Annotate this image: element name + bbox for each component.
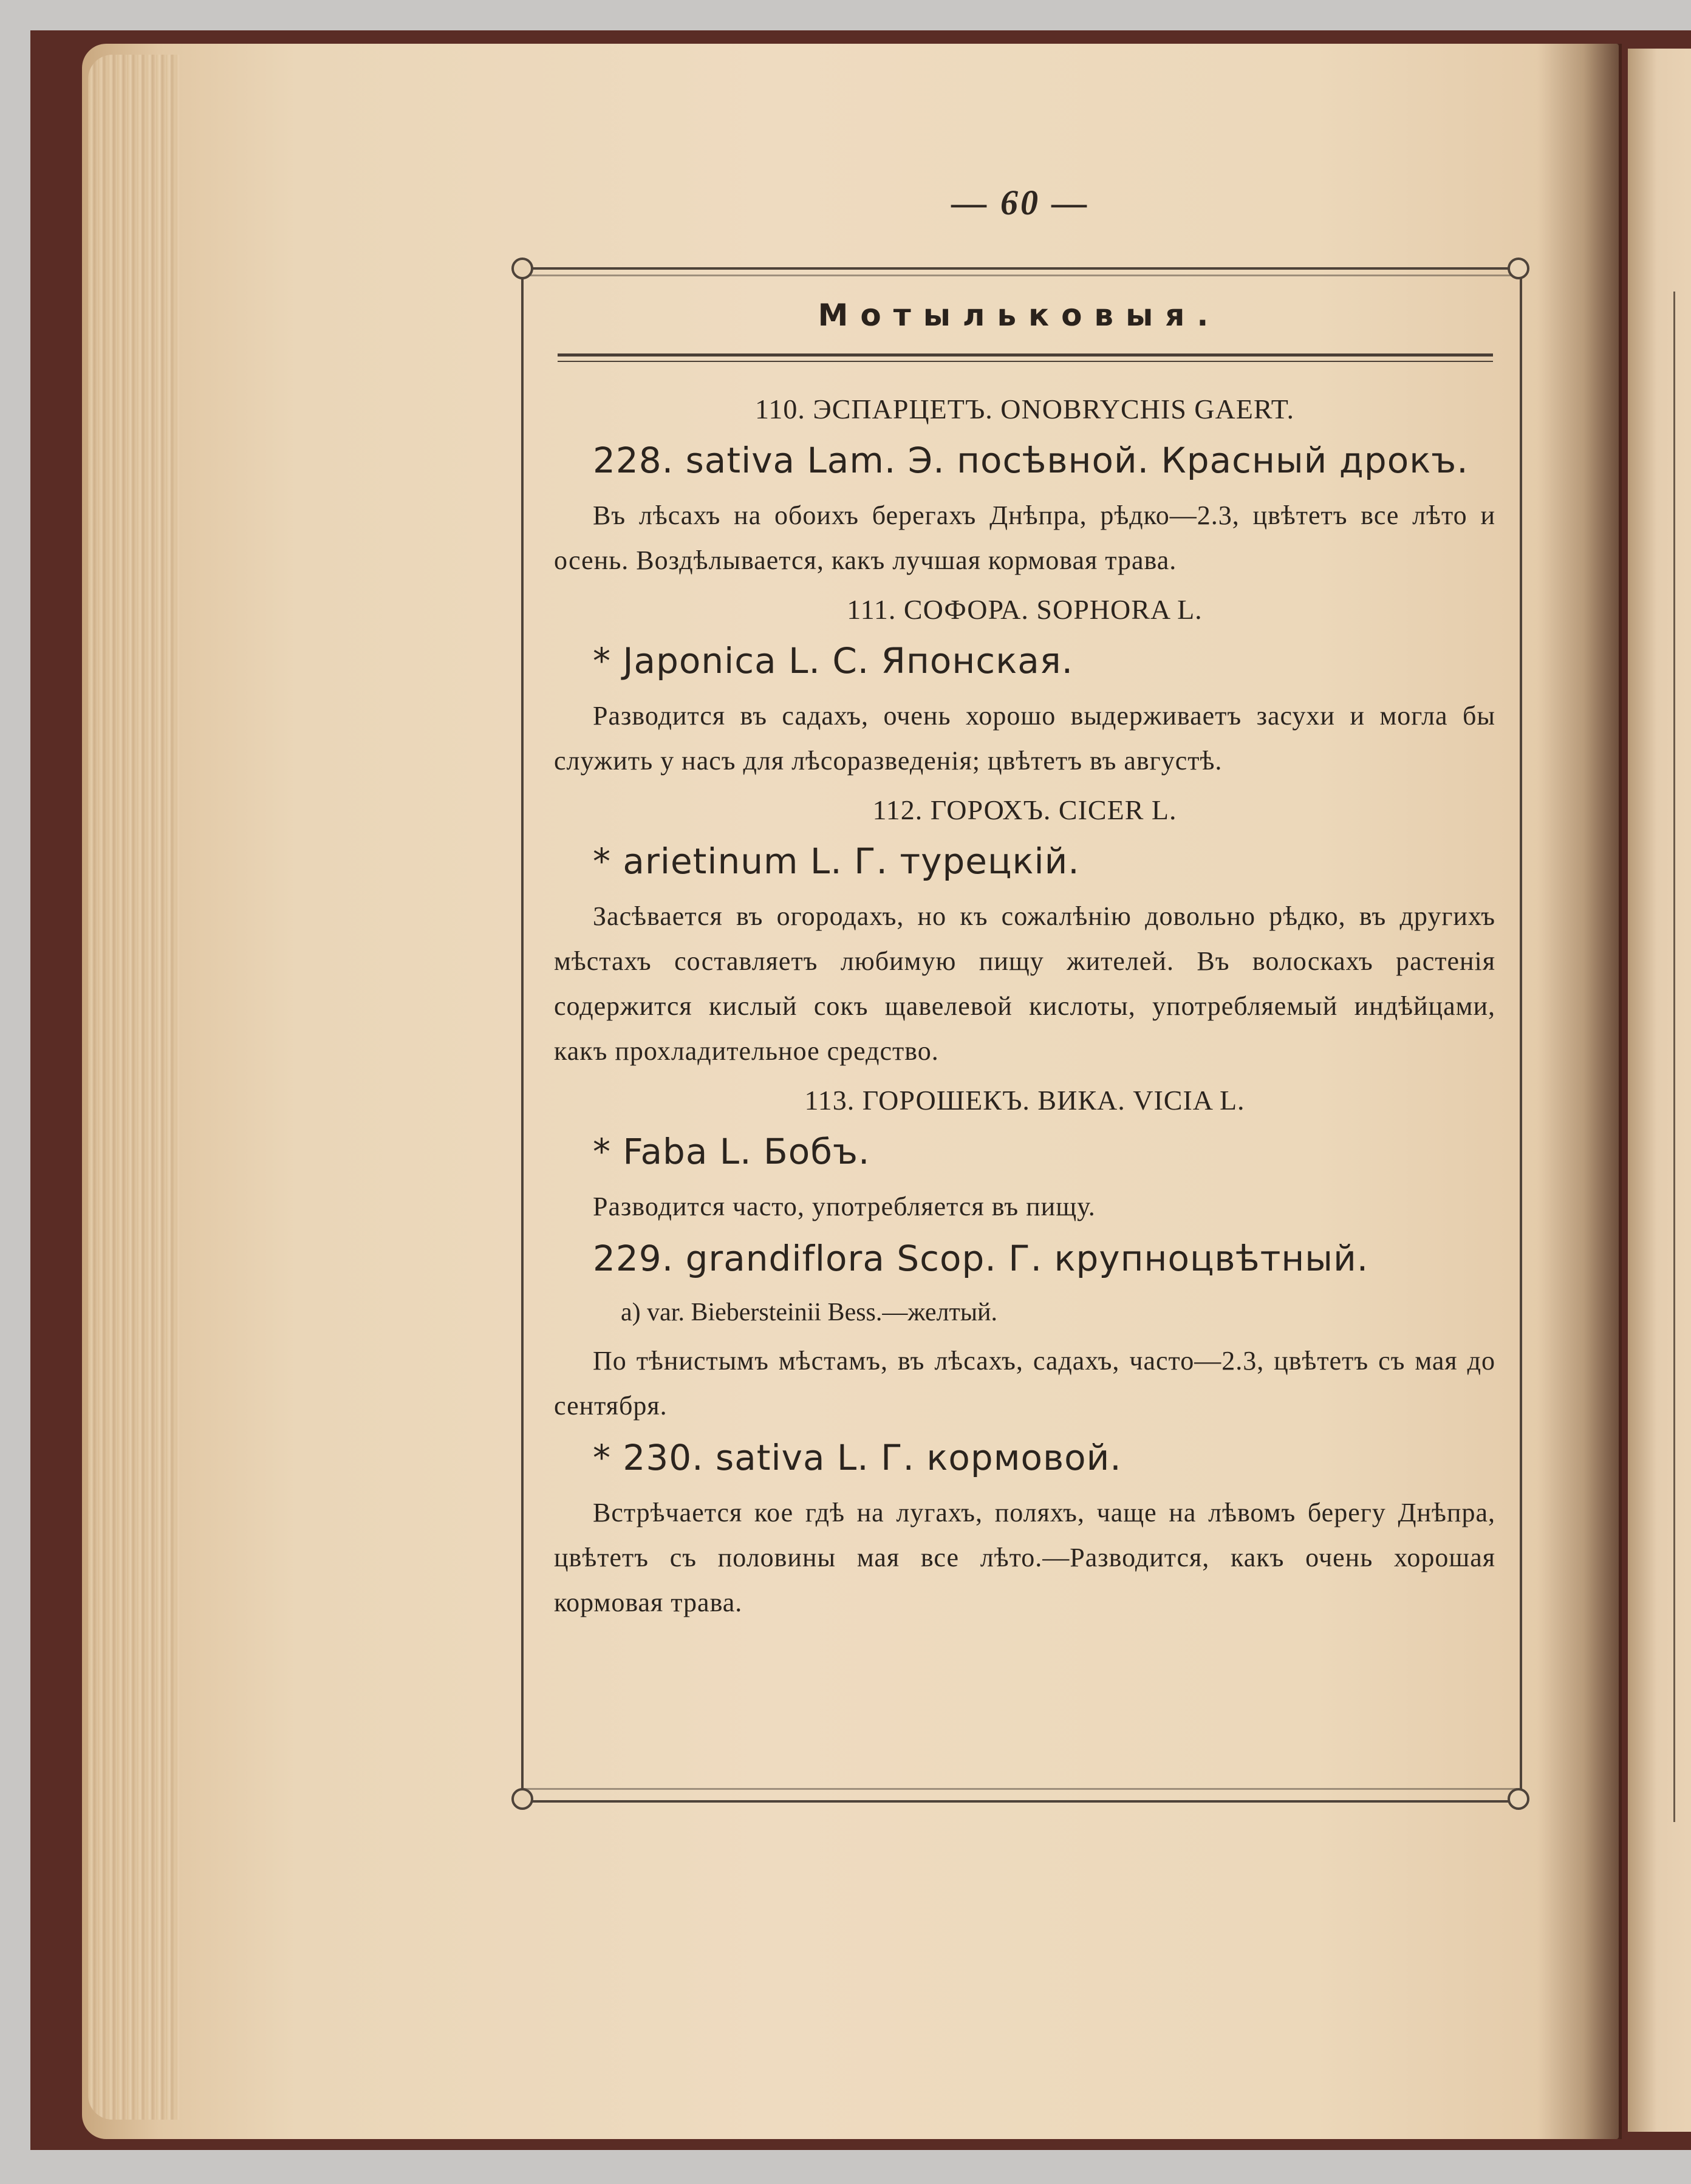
page-edges <box>88 55 179 2120</box>
corner-ornament-icon <box>511 258 533 279</box>
entry-onobrychis <box>554 390 1495 583</box>
species-heading: * 230. sativa L. Г. кормовой. <box>593 1437 1122 1478</box>
genus-heading: 110. ЭСПАРЦЕТЪ. ONOBRYCHIS GAERT. <box>755 394 1294 425</box>
right-page-frame-line <box>1673 292 1679 1822</box>
page-number: — 60 — <box>951 183 1090 222</box>
species-description: Встрѣчается кое гдѣ на лугахъ, поляхъ, чаще на лѣвомъ берегу Днѣпра, цвѣтетъ съ половины мая все лѣто.—Разводится, какъ очень хорошая кормовая трава. <box>554 1498 1495 1617</box>
species-description: Разводится въ садахъ, очень хорошо выдерживаетъ засухи и могла бы служить у насъ для лѣсоразведенія; цвѣтетъ въ августѣ. <box>554 701 1495 776</box>
species-heading: * Japonica L. С. Японская. <box>593 640 1074 681</box>
species-description: По тѣнистымъ мѣстамъ, въ лѣсахъ, садахъ, часто—2.3, цвѣтетъ съ мая до сентября. <box>554 1346 1495 1421</box>
frame-bottom-rule <box>521 1788 1517 1790</box>
species-description: Засѣвается въ огородахъ, но къ сожалѣнію довольно рѣдко, въ другихъ мѣстахъ составляетъ любимую пищу жителей. Въ волоскахъ растенія содержится кислый сокъ щавелевой кислоты, употребляемый индѣйцами, какъ прохладительное средство. <box>554 901 1495 1066</box>
corner-ornament-icon <box>511 1788 533 1810</box>
species-description: Въ лѣсахъ на обоихъ берегахъ Днѣпра, рѣдко—2.3, цвѣтетъ все лѣто и осень. Воздѣлывается, какъ лучшая кормовая трава. <box>554 500 1495 575</box>
page-body <box>554 383 1495 1629</box>
variety-heading: a) var. Biebersteinii Bess.—желтый. <box>621 1298 998 1326</box>
section-title: Мотыльковыя. <box>818 298 1221 333</box>
genus-heading: 111. СОФОРА. SOPHORA L. <box>847 594 1203 625</box>
species-heading: * Faba L. Бобъ. <box>593 1131 870 1172</box>
title-rule <box>558 353 1493 357</box>
entry-cicer <box>554 791 1495 1074</box>
species-description: Разводится часто, употребляется въ пищу. <box>593 1192 1096 1221</box>
genus-heading: 113. ГОРОШЕКЪ. ВИКА. VICIA L. <box>804 1085 1245 1116</box>
species-heading: 229. grandiflora Scop. Г. крупноцвѣтный. <box>593 1238 1369 1279</box>
species-heading: 228. sativa Lam. Э. посѣвной. Красный дрокъ. <box>593 440 1469 481</box>
corner-ornament-icon <box>1508 1788 1529 1810</box>
entry-sophora <box>554 590 1495 783</box>
frame-top-rule <box>521 275 1517 276</box>
entry-vicia-grandiflora <box>554 1233 1495 1428</box>
species-heading: * arietinum L. Г. турецкій. <box>593 841 1080 882</box>
title-rule <box>558 361 1493 362</box>
book-gutter <box>1537 44 1622 2139</box>
entry-vicia-sativa <box>554 1432 1495 1625</box>
genus-heading: 112. ГОРОХЪ. CICER L. <box>872 794 1177 825</box>
corner-ornament-icon <box>1508 258 1529 279</box>
right-page-edge <box>1628 49 1691 2132</box>
entry-vicia-faba <box>554 1081 1495 1229</box>
